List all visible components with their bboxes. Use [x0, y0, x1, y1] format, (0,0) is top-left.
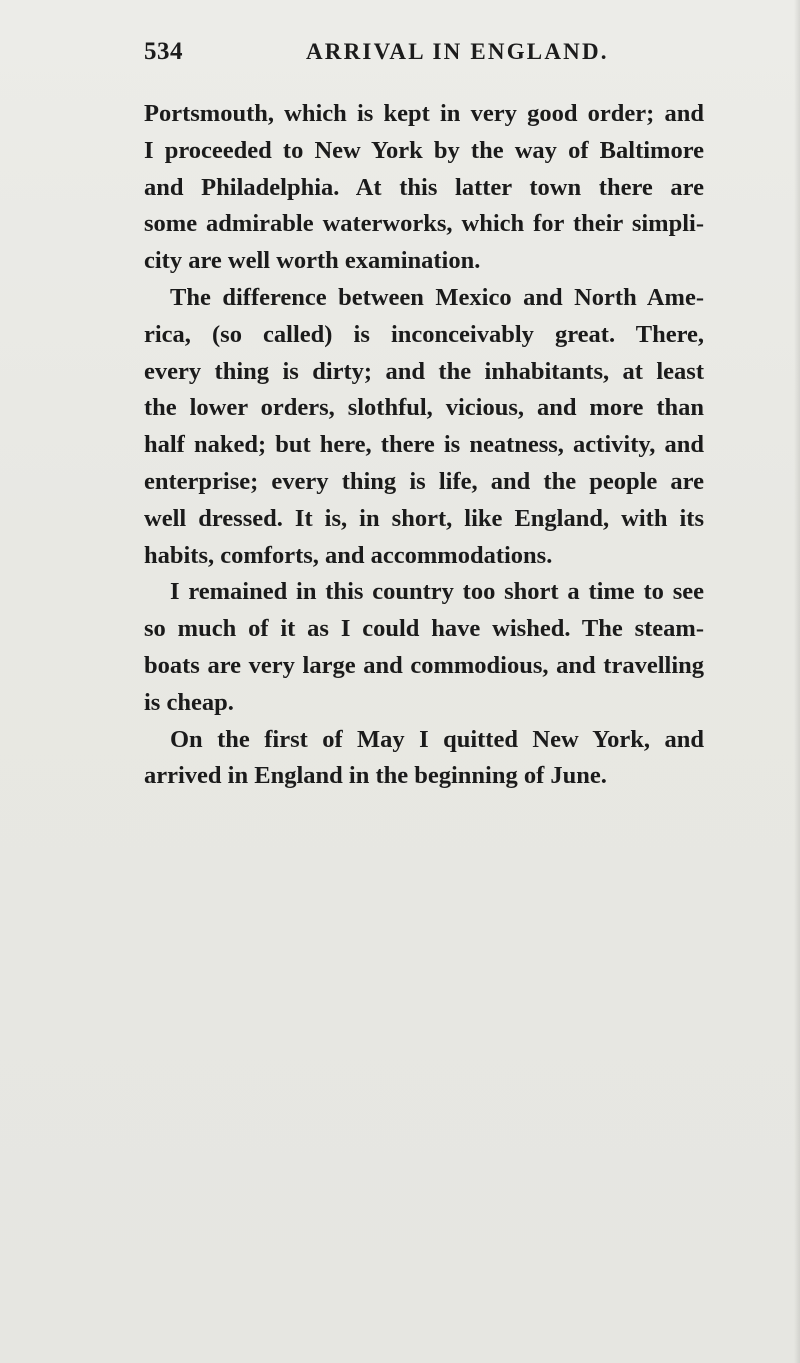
text-line: and Philadelphia. At this latter town there are: [144, 173, 704, 201]
text-line: On the first of May I quitted New York, and: [170, 725, 704, 753]
page-number: 534: [144, 38, 183, 65]
text-line: enterprise; every thing is life, and the people are: [144, 467, 704, 495]
text-line: habits, comforts, and accommodations.: [144, 541, 553, 569]
text-line: rica, (so called) is inconceivably great. There,: [144, 320, 704, 348]
running-head: ARRIVAL IN ENGLAND.: [306, 39, 609, 64]
text-line: I remained in this country too short a time to see: [170, 578, 704, 606]
text-line: so much of it as I could have wished. The steam-: [144, 615, 704, 643]
text-line: city are well worth examination.: [144, 247, 481, 275]
text-line: I proceeded to New York by the way of Baltimore: [144, 136, 704, 164]
text-line: The difference between Mexico and North Ame-: [170, 283, 704, 311]
text-line: half naked; but here, there is neatness, activity, and: [144, 431, 704, 459]
body-text: [144, 96, 704, 795]
text-line: the lower orders, slothful, vicious, and more than: [144, 394, 704, 422]
text-line: some admirable waterworks, which for their simpli-: [144, 210, 704, 238]
text-line: every thing is dirty; and the inhabitants, at least: [144, 357, 704, 385]
text-line: Portsmouth, which is kept in very good order; and: [144, 100, 704, 127]
text-line: boats are very large and commodious, and travelling: [144, 651, 704, 679]
text-line: well dressed. It is, in short, like England, with its: [144, 504, 704, 532]
text-line: is cheap.: [144, 688, 234, 716]
text-line: arrived in England in the beginning of June.: [144, 762, 607, 790]
page-edge-shadow: [794, 0, 800, 1363]
page-header: [144, 38, 704, 78]
